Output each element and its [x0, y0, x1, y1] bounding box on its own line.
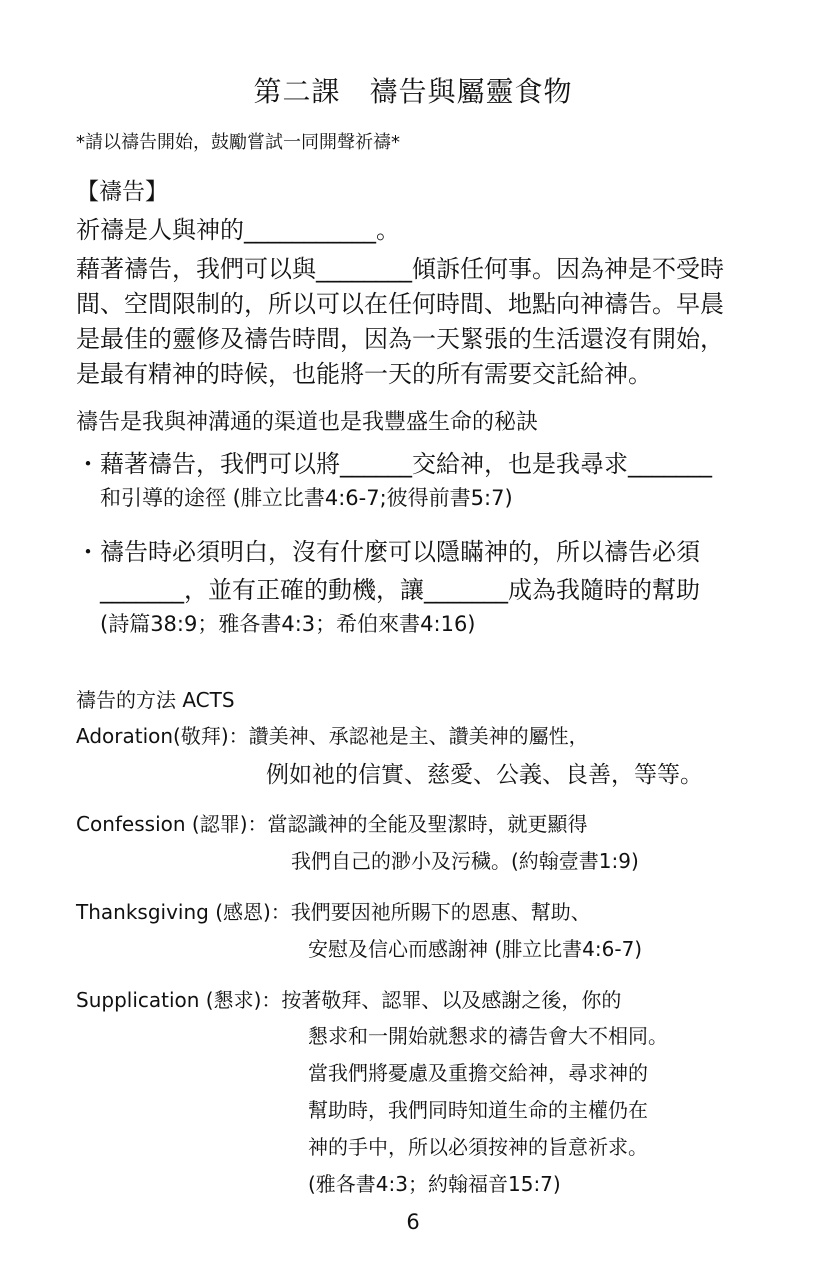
- intro-line: 是最佳的靈修及禱告時間，因為一天緊張的生活還沒有開始，: [76, 325, 724, 353]
- thanksgiving-line: 安慰及信心而感謝神 (腓立比書4:6-7): [308, 937, 643, 961]
- bullet-ref-line: 和引導的途徑 (腓立比書4:6-7;彼得前書5:7): [100, 486, 513, 510]
- supplication-line: Supplication (懇求)：按著敬拜、認罪、以及感謝之後，你的: [76, 988, 622, 1012]
- bullet-line: ・藉著禱告，我們可以將______交給神，也是我尋求_______: [76, 450, 712, 478]
- supplication-line: 懇求和一開始就懇求的禱告會大不相同。: [308, 1024, 668, 1048]
- intro-line: 藉著禱告，我們可以與________傾訴任何事。因為神是不受時: [76, 255, 724, 283]
- intro-line: 間、空間限制的，所以可以在任何時間、地點向神禱告。早晨: [76, 290, 724, 318]
- adoration-line: 例如祂的信實、慈愛、公義、良善，等等。: [266, 762, 703, 788]
- opening-note: *請以禱告開始，鼓勵嘗試一同開聲祈禱*: [76, 132, 400, 153]
- confession-line: Confession (認罪)：當認識神的全能及聖潔時，就更顯得: [76, 812, 588, 836]
- supplication-line: 神的手中，所以必須按神的旨意祈求。: [308, 1135, 648, 1159]
- bullet-line: ・禱告時必須明白，沒有什麼可以隱瞞神的，所以禱告必須: [76, 538, 700, 566]
- intro-line: 祈禱是人與神的___________。: [76, 216, 400, 244]
- prayer-heading: 【禱告】: [76, 179, 168, 205]
- secret-heading: 禱告是我與神溝通的渠道也是我豐盛生命的秘訣: [76, 410, 539, 435]
- thanksgiving-line: Thanksgiving (感恩)：我們要因祂所賜下的恩惠、幫助、: [76, 900, 591, 924]
- supplication-line: 幫助時，我們同時知道生命的主權仍在: [308, 1098, 648, 1122]
- page-number: 6: [406, 1210, 420, 1234]
- supplication-line: 當我們將憂慮及重擔交給神，尋求神的: [308, 1061, 648, 1085]
- page-title: 第二課 禱告與屬靈食物: [253, 75, 573, 108]
- intro-line: 是最有精神的時候，也能將一天的所有需要交託給神。: [76, 360, 652, 388]
- adoration-line: Adoration(敬拜)：讚美神、承認祂是主、讚美神的屬性，: [76, 724, 589, 748]
- methods-heading: 禱告的方法 ACTS: [76, 688, 235, 712]
- bullet-ref-line: (詩篇38:9；雅各書4:3；希伯來書4:16): [100, 612, 476, 636]
- supplication-line: (雅各書4:3；約翰福音15:7): [308, 1172, 561, 1196]
- confession-line: 我們自己的渺小及污穢。(約翰壹書1:9): [291, 849, 639, 873]
- bullet-line: _______，並有正確的動機，讓_______成為我隨時的幫助: [100, 576, 700, 604]
